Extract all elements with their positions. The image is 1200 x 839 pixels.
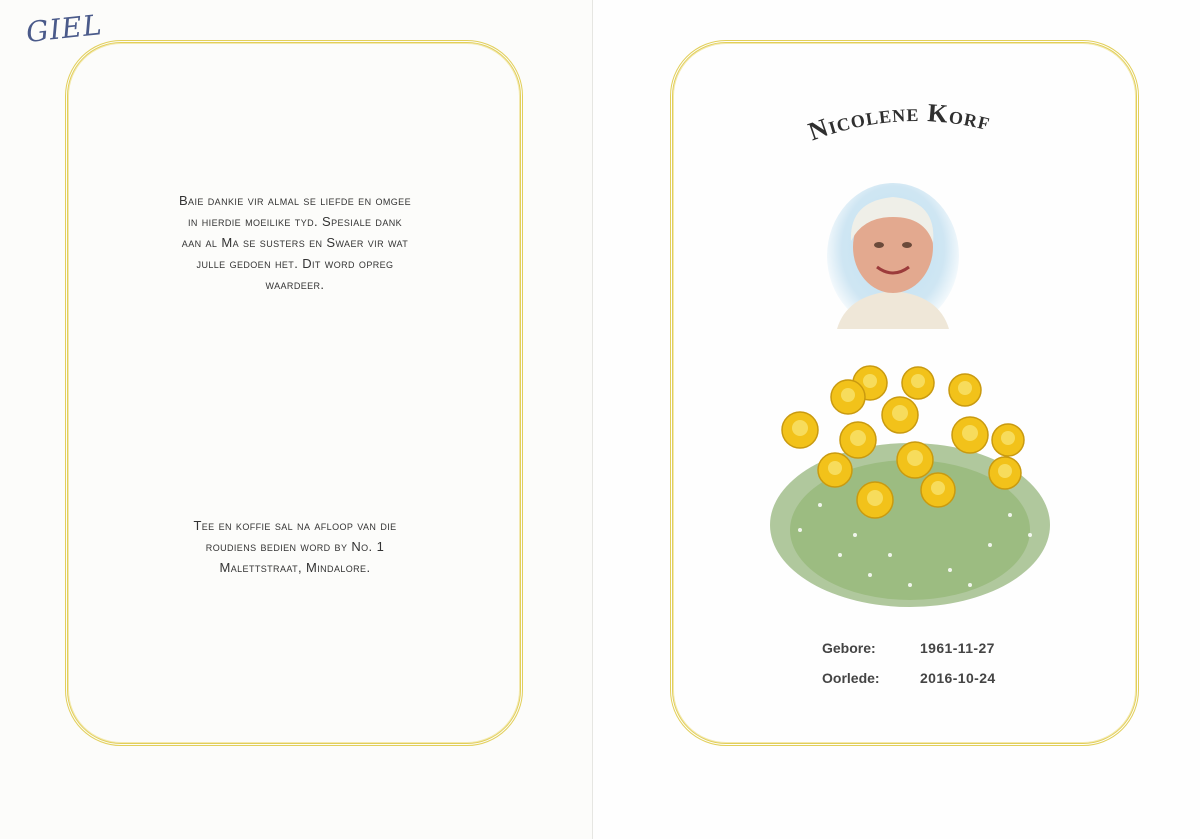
thank-you-message	[130, 190, 460, 295]
died-label: Oorlede:	[822, 670, 880, 686]
handwritten-note: GIEL	[24, 8, 104, 49]
thank-you-line: julle gedoen het. Dit word opreg	[196, 256, 394, 271]
left-page	[0, 0, 593, 839]
thank-you-line: waardeer.	[265, 277, 325, 292]
refreshments-line: roudiens bedien word by No. 1	[205, 539, 385, 554]
left-page-border	[65, 40, 523, 746]
life-dates	[822, 638, 996, 698]
portrait-photo	[827, 183, 959, 329]
born-row	[822, 638, 996, 668]
portrait-figure	[827, 183, 959, 329]
thank-you-line: aan al Ma se susters en Swaer vir wat	[181, 235, 409, 250]
born-date: 1961-11-27	[920, 640, 995, 656]
died-date: 2016-10-24	[920, 670, 996, 686]
yellow-rose-bouquet-image	[760, 355, 1060, 615]
svg-text:Nicolene Korf	[805, 98, 994, 146]
refreshments-line: Malettstraat, Mindalore.	[219, 560, 371, 575]
refreshments-notice	[130, 515, 460, 578]
refreshments-line: Tee en koffie sal na afloop van die	[193, 518, 397, 533]
deceased-name-text: Nicolene Korf	[804, 97, 994, 147]
thank-you-line: Baie dankie vir almal se liefde en omgee	[178, 193, 411, 208]
born-label: Gebore:	[822, 640, 876, 656]
died-row	[822, 668, 996, 698]
deceased-name	[760, 88, 1040, 168]
thank-you-line: in hierdie moeilike tyd. Spesiale dank	[187, 214, 403, 229]
